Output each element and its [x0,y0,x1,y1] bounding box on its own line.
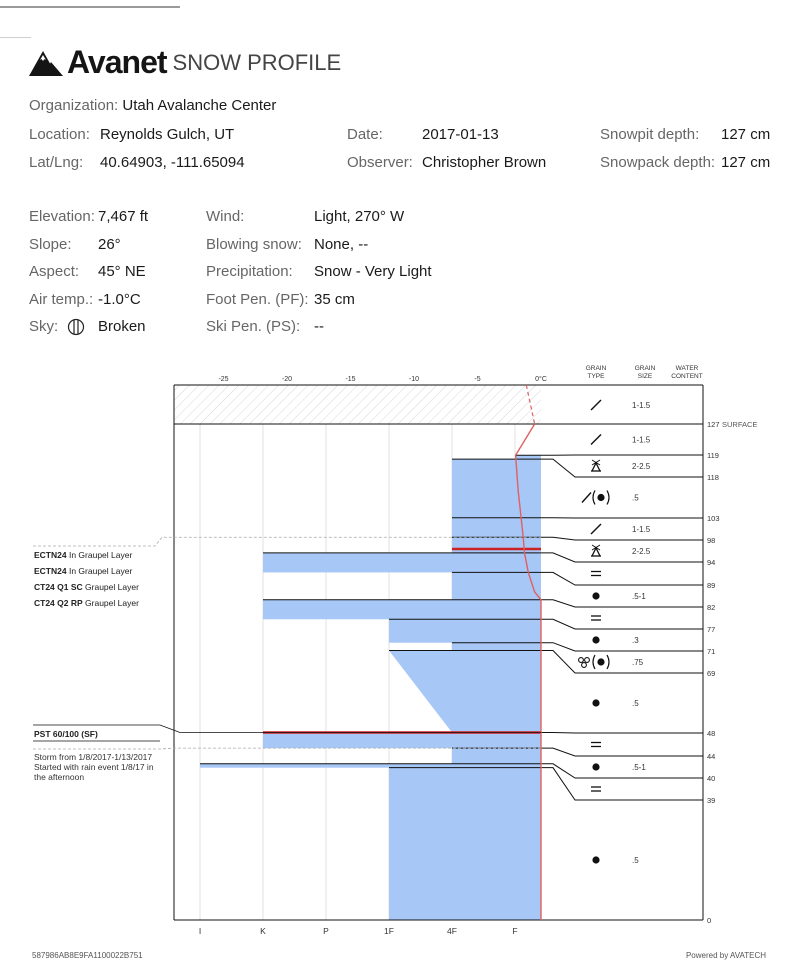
grain-rounded-icon [591,787,601,791]
grain-size-value: 1-1.5 [632,435,651,445]
snowpack-depth-label: Snowpack depth: [600,154,716,171]
header-rule [0,37,31,38]
grain-size-value: .3 [632,636,639,645]
profile-id: 587986AB8E9FA1100022B751 [32,951,143,960]
grain-size-value: 2-2.5 [632,462,651,471]
depth-label: 44 [707,752,716,761]
grain-melt-graupel-icon [579,655,609,669]
temperature-tick-label: -25 [218,376,229,383]
snowpack-depth-value: 127 cm [721,154,771,171]
hardness-bar [452,572,541,599]
test-code: CT24 Q2 RP [34,598,83,608]
above-surface-hatch [174,385,541,424]
grain-graupel-icon [592,636,599,643]
note-line: Storm from 1/8/2017-1/13/2017 [34,752,153,762]
logo [29,40,341,80]
layer-connector [541,572,703,585]
depth-label: 0 [707,916,712,925]
air-temp [29,291,141,309]
layer-connector [541,553,703,562]
grain-decomposing-graupel-icon [582,491,609,505]
aspect-label: Aspect: [29,263,80,280]
surface-label: SURFACE [722,420,758,429]
note-line: Started with rain event 1/8/17 in [34,762,154,772]
depth-label: 77 [707,625,716,634]
grain-size-value: .5 [632,699,639,708]
hardness-tick-label: 1F [384,926,394,936]
observer-label: Observer: [347,154,413,171]
latlng [29,154,245,172]
depth-label: 118 [707,473,719,482]
grain-graupel-icon [592,699,599,706]
grain-size-header: SIZE [637,373,653,380]
layer-connector [541,643,703,651]
blowing-snow [206,236,369,254]
depth-label: 127 [707,420,720,429]
air-temp-value: -1.0°C [98,291,141,308]
grain-decomposing-icon [591,524,601,534]
document-title: SNOW PROFILE [172,50,342,75]
hardness-bar [452,459,541,518]
foot-pen-label: Foot Pen. (PF): [206,291,309,308]
test-code: PST 60/100 (SF) [34,729,98,739]
slope [29,236,121,254]
layer-connector [541,651,703,673]
slope-label: Slope: [29,236,72,253]
ski-pen-value: -- [314,318,324,335]
wind-label: Wind: [206,208,245,225]
test-text: Graupel Layer [85,582,139,592]
latlng-value: 40.64903, -111.65094 [100,154,245,171]
sky-broken-icon [67,318,85,336]
temperature-tick-label: -15 [345,376,356,383]
grain-size-value: .5 [632,493,639,503]
location [29,126,235,144]
water-content-header: CONTENT [671,373,703,380]
hardness-bar [452,518,541,538]
organization [29,97,276,115]
grain-size-value: .75 [632,658,644,667]
observer-value: Christopher Brown [422,154,547,171]
hardness-tick-label: I [198,926,202,936]
depth-label: 82 [707,603,716,612]
grain-type-header: TYPE [587,373,605,380]
elevation-label: Elevation: [29,208,95,225]
date-label: Date: [347,126,383,143]
snowpit-depth [600,126,771,144]
snowpit-depth-value: 127 cm [721,126,771,143]
depth-label: 69 [707,669,716,678]
grain-graupel-icon [592,763,599,770]
hardness-bar [200,764,541,768]
depth-label: 94 [707,558,716,567]
grain-size-value: .5 [632,856,639,865]
depth-label: 89 [707,581,716,590]
air-temp-label: Air temp.: [29,291,94,308]
hardness-bar [263,553,541,573]
precipitation-label: Precipitation: [206,263,293,280]
hardness-tick-label: K [260,926,266,936]
grain-size-value: 2-2.5 [632,547,651,556]
grain-size-value: .5-1 [632,592,646,601]
wind [206,208,405,226]
hardness-bar [389,651,541,733]
depth-label: 48 [707,729,716,738]
layer-connector [541,459,703,477]
brand-name: Avanet [67,44,167,80]
grain-rounded-icon [591,616,601,620]
layer-connector [541,619,703,629]
depth-label: 119 [707,451,719,460]
layer-connector [541,600,703,607]
grain-graupel-icon [592,856,599,863]
depth-label: 98 [707,536,716,545]
temperature-tick-label: -20 [281,376,293,383]
foot-pen-value: 35 cm [314,291,355,308]
hardness-bar [452,748,541,764]
wind-value: Light, 270° W [314,208,405,225]
grain-rounded-icon [591,572,601,576]
elevation-value: 7,467 ft [98,208,149,225]
layer-connector [541,768,703,800]
grain-size-value: .5-1 [632,763,646,772]
temperature-tick-label: 0°C [535,376,547,383]
layer-connector [541,537,703,540]
location-value: Reynolds Gulch, UT [100,126,235,143]
date-value: 2017-01-13 [422,126,499,143]
test-text: Graupel Layer [85,598,139,608]
grain-size-header: GRAIN [634,365,656,372]
water-content-header: WATER [675,365,699,372]
temperature-tick-label: -10 [408,376,420,383]
snow-profile-chart [0,355,800,945]
grain-graupel-icon [592,592,599,599]
blowing-snow-value: None, -- [314,236,369,253]
top-rule [0,6,180,8]
grain-rounded-icon [591,743,601,747]
sky [29,318,146,336]
precipitation [206,263,432,281]
test-code: CT24 Q1 SC [34,582,83,592]
grain-size-value: 1-1.5 [632,401,651,410]
snowpack-depth [600,154,771,172]
grain-type-header: GRAIN [585,365,607,372]
date [347,126,499,144]
snowpit-depth-label: Snowpit depth: [600,126,700,143]
hardness-tick-label: F [512,926,518,936]
grain-size-value: 1-1.5 [632,525,651,534]
test-code: ECTN24 [34,550,67,560]
layer-connector [541,764,703,778]
test-text: In Graupel Layer [68,566,133,576]
test-code: ECTN24 [34,566,67,576]
hardness-tick-label: 4F [447,926,457,936]
organization-value: Utah Avalanche Center [122,97,277,114]
organization-label: Organization: [29,97,119,114]
hardness-bar [389,619,541,642]
layer-connector [541,748,703,756]
sky-value: Broken [98,318,146,335]
sky-label: Sky: [29,318,59,335]
avanet-mountain-icon [29,48,63,76]
hardness-tick-label: P [323,926,329,936]
hardness-bar [263,733,541,749]
precipitation-value: Snow - Very Light [314,263,432,280]
aspect-value: 45° NE [98,263,146,280]
ski-pen-label: Ski Pen. (PS): [206,318,301,335]
hardness-bar [515,455,541,459]
hardness-bar [263,600,541,620]
hardness-bar [452,537,541,553]
grain-surface-hoar-icon [591,460,601,471]
depth-label: 40 [707,774,716,783]
elevation [29,208,149,226]
grain-decomposing-icon [591,400,601,410]
slope-value: 26° [98,236,121,253]
location-label: Location: [29,126,90,143]
grain-surface-hoar-icon [591,545,601,556]
powered-by: Powered by AVATECH [685,951,766,960]
ski-penetration [206,318,324,336]
blowing-snow-label: Blowing snow: [206,236,302,253]
temperature-tick-label: -5 [474,376,481,383]
note-line: the afternoon [34,772,85,782]
hardness-bar [389,768,541,920]
depth-label: 71 [707,647,716,656]
grain-decomposing-icon [591,435,601,445]
foot-penetration [206,291,355,309]
test-text: In Graupel Layer [68,550,133,560]
aspect [29,263,146,281]
latlng-label: Lat/Lng: [29,154,84,171]
observer [347,154,547,172]
hardness-bar [452,643,541,651]
depth-label: 103 [707,514,720,523]
depth-label: 39 [707,796,716,805]
